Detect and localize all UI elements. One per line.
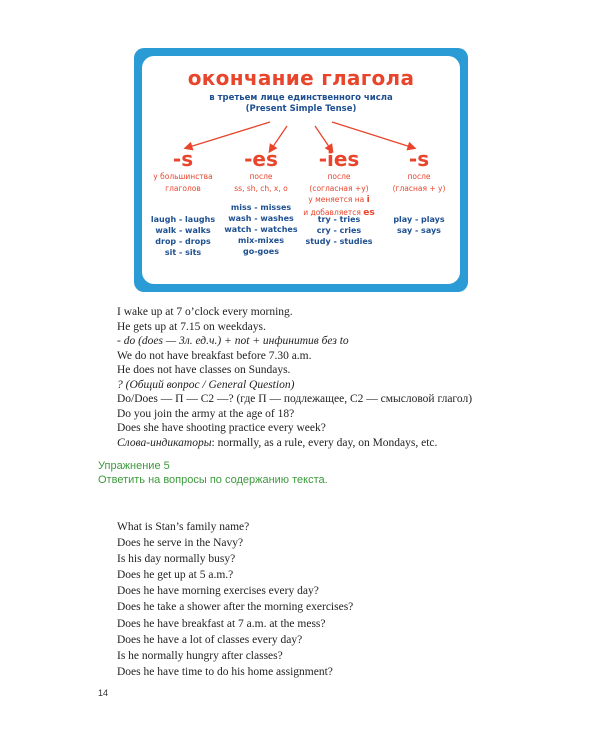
rule-line: и добавляется es <box>303 207 375 218</box>
question-formula: Do/Does — П — С2 —? (где П — подлежащее, С2 — смысловой глагол) <box>117 393 473 405</box>
column-s <box>144 147 222 257</box>
rule-line: (согласная +y) <box>309 183 369 193</box>
suffix-s: -s <box>172 147 194 171</box>
rule-line: глаголов <box>165 183 201 193</box>
example: miss - misses <box>230 203 292 212</box>
arrow-s <box>186 122 270 148</box>
exercise-instruction: Ответить на вопросы по содержанию текста. <box>98 474 328 486</box>
negative-rule: - do (does — 3л. ед.ч.) + not + инфинитив без to <box>117 335 349 347</box>
page-number: 14 <box>98 688 109 698</box>
rule-line: ss, sh, ch, x, o <box>234 183 288 193</box>
example: play - plays <box>393 215 445 224</box>
rule-line: (гласная + y) <box>392 183 446 193</box>
column-s-vowel <box>380 147 458 235</box>
example: laugh - laughs <box>150 215 216 224</box>
indicator-words <box>98 436 508 451</box>
question-rule: ? (Общий вопрос / General Question) <box>117 378 295 391</box>
list-item: Is his day normally busy? <box>117 553 236 566</box>
infographic-title: окончание глагола <box>187 66 415 90</box>
example: wash - washes <box>228 214 294 223</box>
example: mix-mixes <box>238 236 284 245</box>
arrow-s-vowel <box>332 122 414 148</box>
rule-line: у большинства <box>153 172 213 181</box>
example-sentence: He gets up at 7.15 on weekdays. <box>117 320 266 333</box>
suffix-es: -es <box>244 147 278 171</box>
rule-line: y меняется на i <box>308 195 370 205</box>
suffix-ies: -ies <box>318 147 360 171</box>
exercise-title: Упражнение 5 <box>98 460 170 472</box>
list-item: Does he have time to do his home assignment? <box>117 665 333 678</box>
rule-line: после <box>407 172 431 181</box>
example: watch - watches <box>224 225 298 234</box>
letter-i: i <box>366 195 370 205</box>
list-item: Does he have a lot of classes every day? <box>117 633 303 646</box>
grammar-infographic <box>134 48 468 292</box>
list-item: Is he normally hungry after classes? <box>117 649 283 662</box>
list-item: Does he have morning exercises every day? <box>117 585 319 598</box>
indicator-list: : normally, as a rule, every day, on Mondays, etc. <box>211 436 438 449</box>
rule-line: после <box>249 172 273 181</box>
column-es <box>222 147 300 256</box>
example: study - studies <box>305 237 373 246</box>
list-item: Does he take a shower after the morning exercises? <box>117 601 354 614</box>
grammar-notes <box>98 305 508 487</box>
column-ies <box>300 147 378 246</box>
suffix-s-vowel: -s <box>408 147 430 171</box>
example: sit - sits <box>164 248 202 257</box>
infographic-card <box>142 56 460 284</box>
infographic-subtitle: в третьем лице единственного числа <box>209 93 393 103</box>
example-sentence: He does not have classes on Sundays. <box>117 364 291 376</box>
example: try - tries <box>317 215 361 224</box>
example-sentence: We do not have breakfast before 7.30 a.m. <box>117 349 312 362</box>
example: go-goes <box>243 247 279 256</box>
example: drop - drops <box>155 237 211 246</box>
example: say - says <box>397 226 441 235</box>
list-item: Does he have breakfast at 7 a.m. at the mess? <box>117 617 326 630</box>
example-sentence: Does she have shooting practice every week? <box>117 422 326 434</box>
question-list <box>117 519 353 680</box>
infographic-tense: (Present Simple Tense) <box>245 104 357 114</box>
example-sentence: I wake up at 7 o’clock every morning. <box>117 306 293 318</box>
list-item: Does he serve in the Navy? <box>117 537 244 550</box>
list-item: What is Stan’s family name? <box>117 521 250 533</box>
example: walk - walks <box>155 226 211 235</box>
suffix-es-inline: es <box>363 207 375 218</box>
indicator-label: Слова-индикаторы <box>117 436 212 449</box>
list-item: Does he get up at 5 a.m.? <box>117 569 234 582</box>
example-sentence: Do you join the army at the age of 18? <box>117 407 295 420</box>
rule-line: после <box>327 172 351 181</box>
example: cry - cries <box>316 226 362 235</box>
